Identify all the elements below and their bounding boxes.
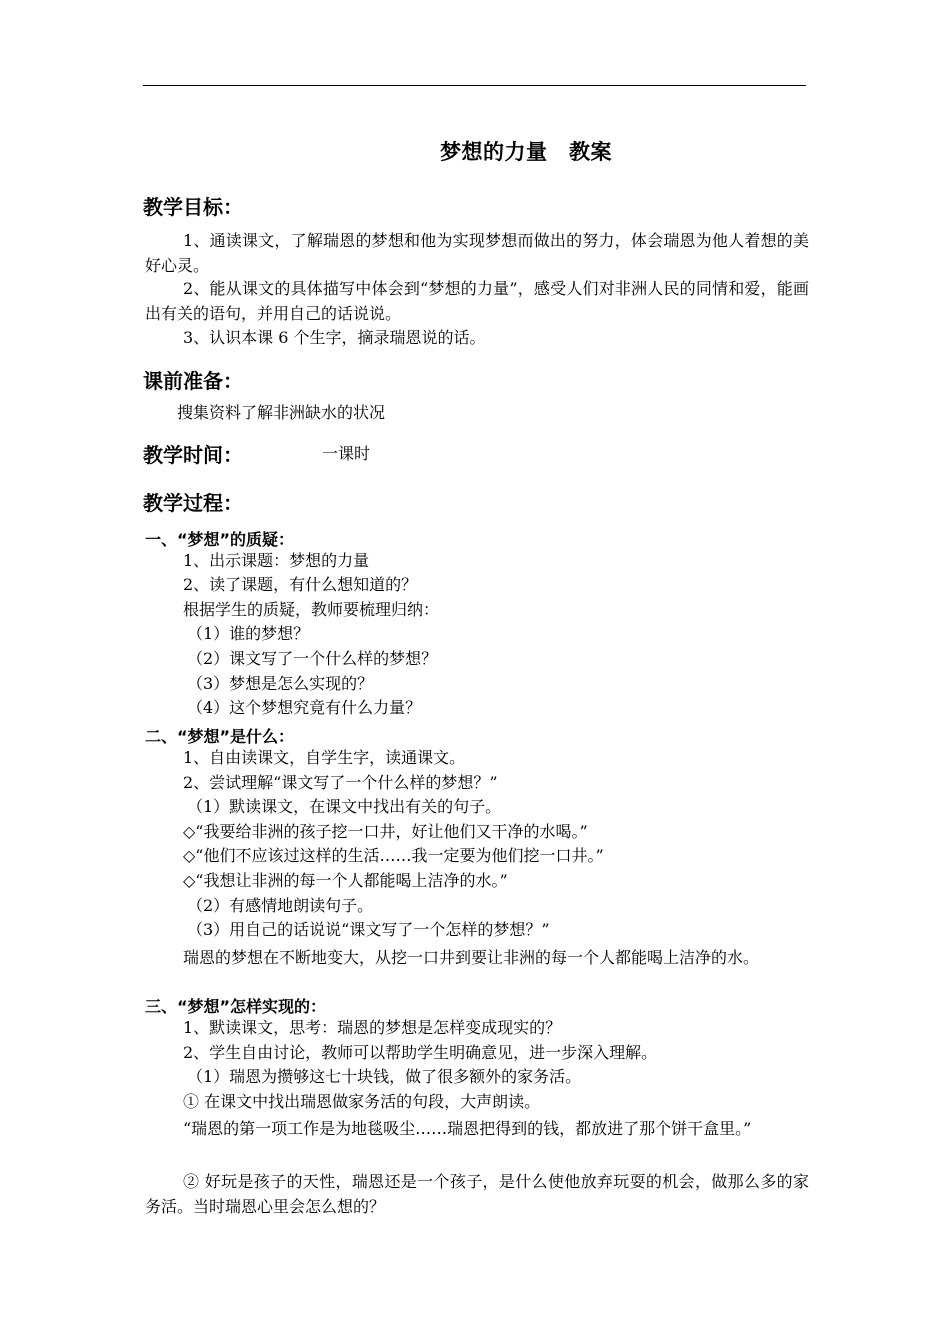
section3-line: 2、学生自由讨论，教师可以帮助学生明确意见，进一步深入理解。 (183, 1043, 658, 1062)
section2-heading: 二、“梦想”是什么： (145, 727, 295, 746)
section1-line: 根据学生的质疑，教师要梳理归纳： (183, 600, 440, 619)
objective-item-2: 2、能从课文的具体描写中体会到“梦想的力量”，感受人们对非洲人民的同情和爱，能画出有关的语句，并用自己的话说说。 (145, 279, 809, 323)
section1-line: （1）谁的梦想？ (187, 624, 310, 643)
section3-line: 1、默读课文，思考：瑞恩的梦想是怎样变成现实的？ (183, 1018, 562, 1037)
section2-line: ◇“我想让非洲的每一个人都能喝上洁净的水。” (183, 871, 508, 890)
process-heading: 教学过程： (143, 491, 243, 515)
section3-line: ① 在课文中找出瑞恩做家务活的句段，大声朗读。 (183, 1092, 541, 1111)
objectives-heading: 教学目标： (143, 195, 243, 219)
time-heading: 教学时间： (143, 443, 243, 467)
section2-line: 2、尝试理解“课文写了一个什么样的梦想？” (183, 773, 498, 792)
section1-line: （4）这个梦想究竟有什么力量？ (187, 698, 422, 717)
preparation-text: 搜集资料了解非洲缺水的状况 (177, 403, 386, 422)
header-rule (143, 85, 806, 86)
section2-line: （1）默读课文，在课文中找出有关的句子。 (187, 797, 502, 816)
section2-line: （3）用自己的话说说“课文写了一个怎样的梦想？” (187, 920, 550, 939)
section3-line: （1）瑞恩为攒够这七十块钱，做了很多额外的家务活。 (187, 1067, 582, 1086)
objective-item-3: 3、认识本课 6 个生字，摘录瑞恩说的话。 (183, 328, 486, 347)
section3-quote: “瑞恩的第一项工作是为地毯吸尘……瑞恩把得到的钱，都放进了那个饼干盒里。” (183, 1119, 752, 1138)
section1-line: 1、出示课题：梦想的力量 (183, 551, 370, 570)
section2-paragraph: 瑞恩的梦想在不断地变大，从挖一口井到要让非洲的每一个人都能喝上洁净的水。 (183, 948, 760, 967)
preparation-heading: 课前准备： (143, 369, 243, 393)
section3-question: ② 好玩是孩子的天性，瑞恩还是一个孩子，是什么使他放弃玩耍的机会，做那么多的家务活。当时瑞恩心里会怎么想的？ (145, 1172, 809, 1216)
document-title: 梦想的力量 教案 (440, 140, 612, 164)
objective-item-1: 1、通读课文，了解瑞恩的梦想和他为实现梦想而做出的努力，体会瑞恩为他人着想的美好心灵。 (145, 231, 809, 275)
time-value: 一课时 (322, 444, 371, 463)
section1-heading: 一、“梦想”的质疑： (145, 530, 295, 549)
section2-line: ◇“他们不应该过这样的生活……我一定要为他们挖一口井。” (183, 846, 604, 865)
section3-heading: 三、“梦想”怎样实现的： (145, 997, 327, 1016)
section1-line: 2、读了课题，有什么想知道的？ (183, 575, 418, 594)
section1-line: （3）梦想是怎么实现的？ (187, 674, 374, 693)
section1-line: （2）课文写了一个什么样的梦想？ (187, 649, 438, 668)
section2-line: 1、自由读课文，自学生字，读通课文。 (183, 748, 466, 767)
section2-line: （2）有感情地朗读句子。 (187, 896, 374, 915)
section2-line: ◇“我要给非洲的孩子挖一口井，好让他们又干净的水喝。” (183, 822, 588, 841)
